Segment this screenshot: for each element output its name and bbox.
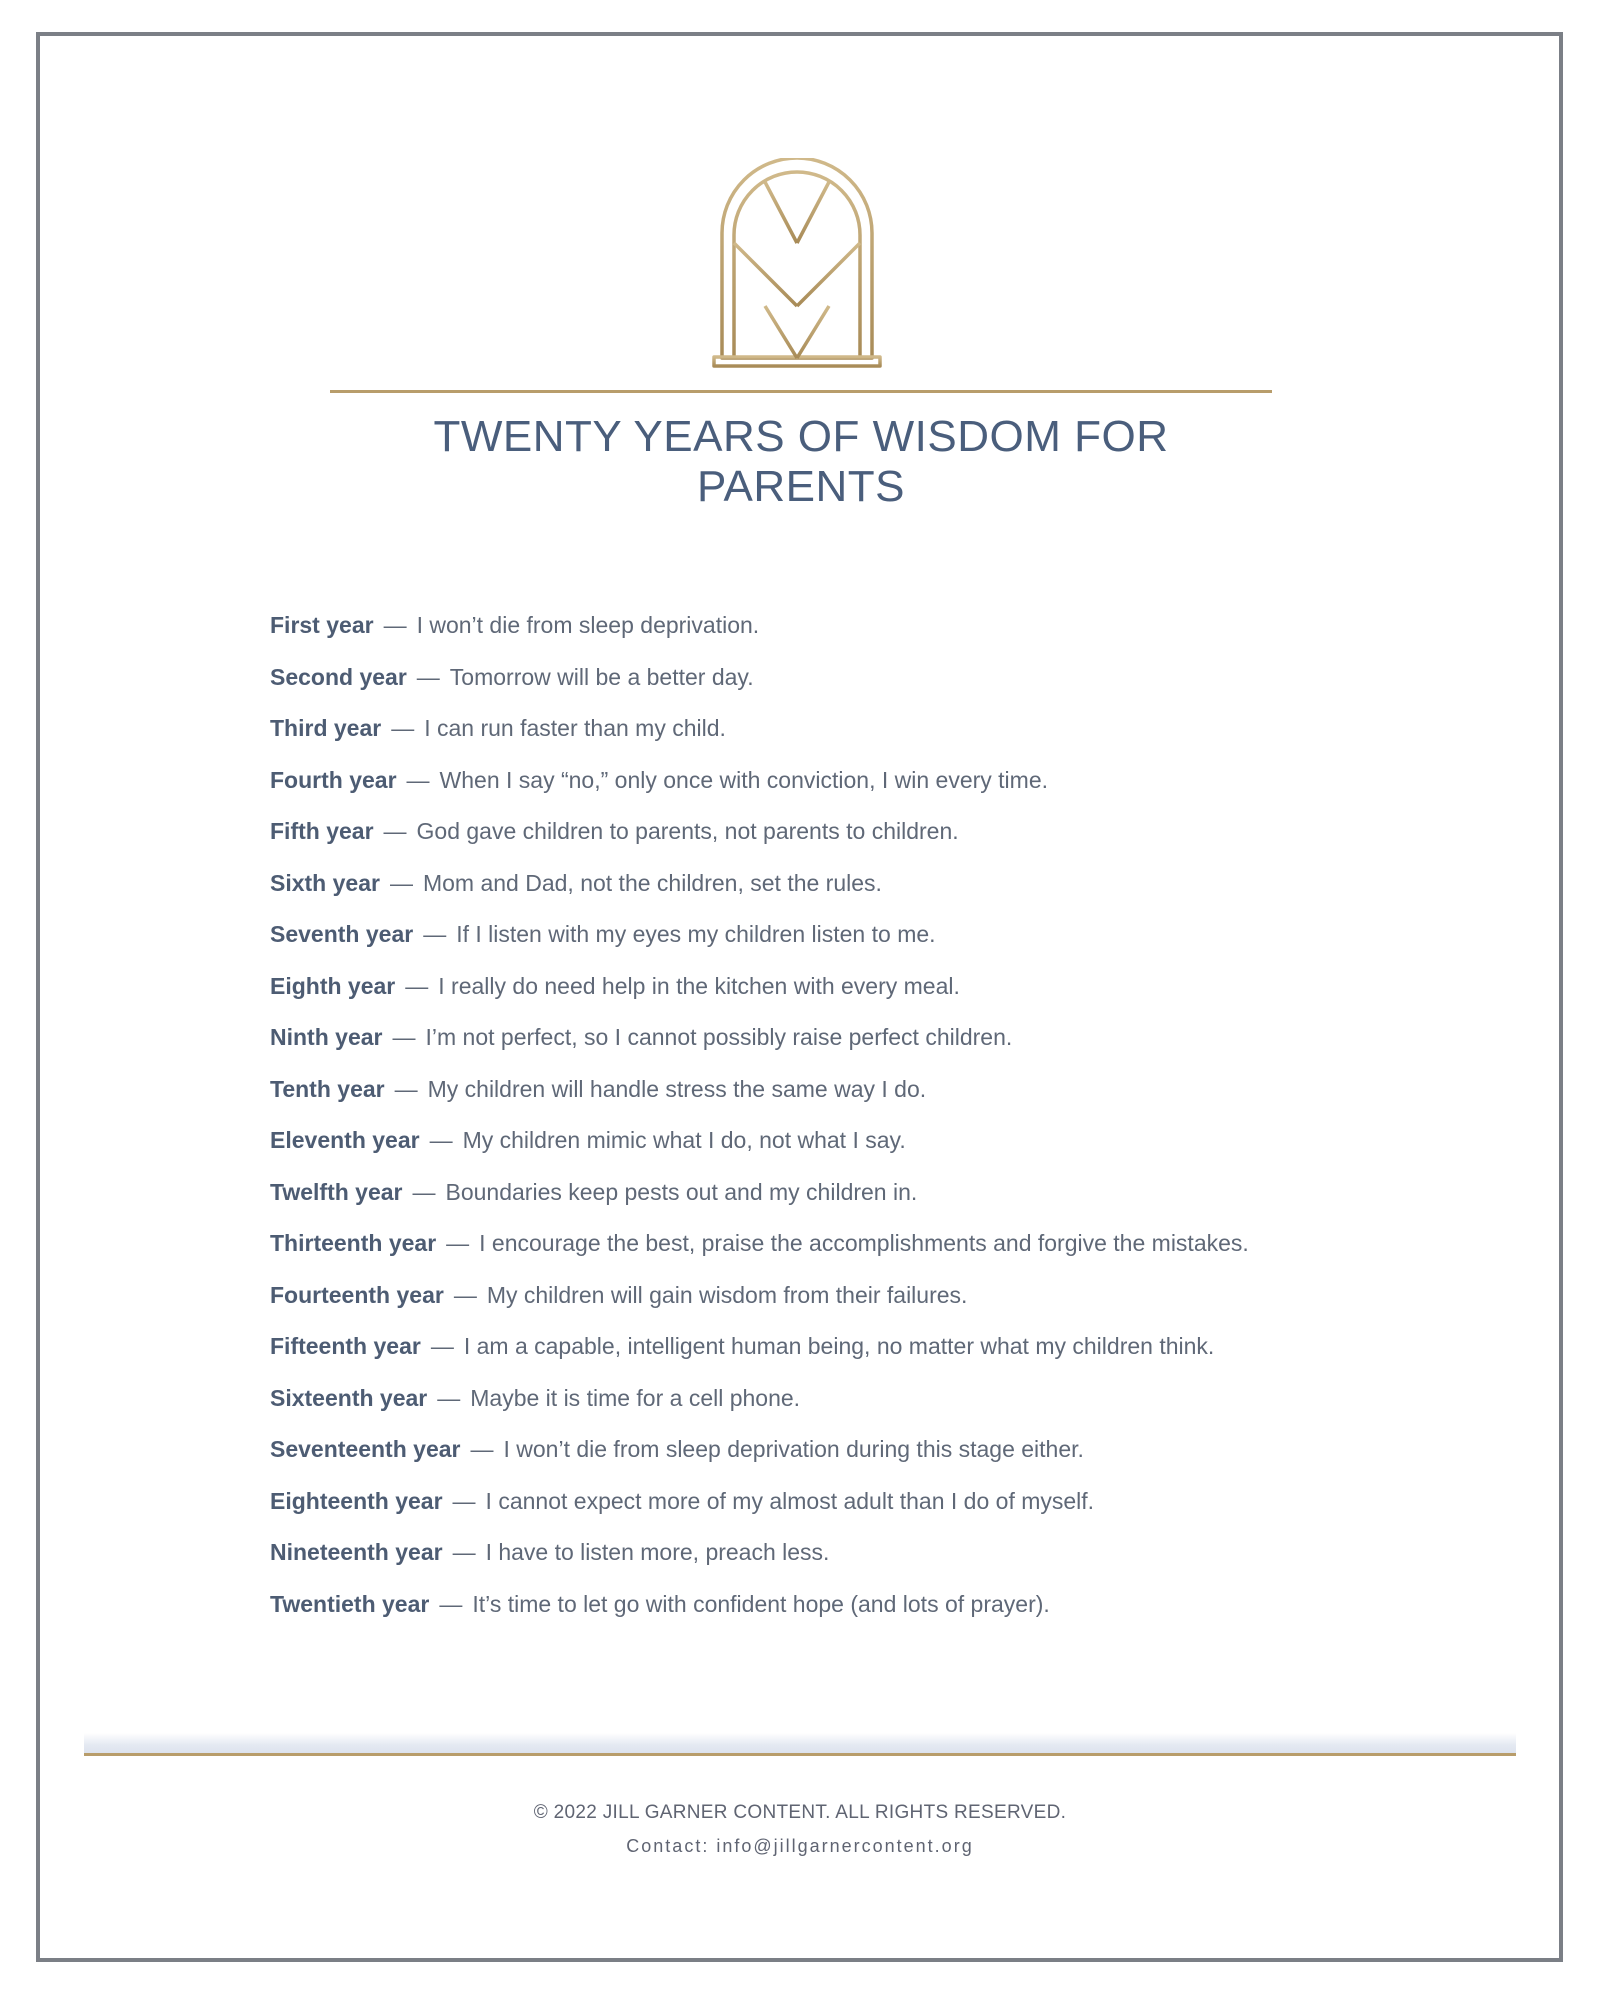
- wisdom-text: I have to listen more, preach less.: [485, 1539, 830, 1565]
- footer-divider: [84, 1753, 1516, 1756]
- em-dash: —: [416, 663, 440, 690]
- em-dash: —: [439, 1590, 463, 1617]
- title-divider: [330, 390, 1272, 393]
- year-label: Eleventh year: [270, 1127, 420, 1153]
- wisdom-text: I won’t die from sleep deprivation.: [416, 612, 760, 638]
- wisdom-text: I won’t die from sleep deprivation during this stage either.: [503, 1436, 1084, 1462]
- wisdom-text: I’m not perfect, so I cannot possibly raise perfect children.: [425, 1024, 1013, 1050]
- list-item: [270, 708, 1420, 760]
- wisdom-list: [270, 605, 1420, 1635]
- wisdom-text: Tomorrow will be a better day.: [449, 663, 754, 690]
- copyright-text: © 2022 JILL GARNER CONTENT. ALL RIGHTS RESERVED.: [533, 1802, 1067, 1823]
- list-item: [270, 1017, 1420, 1069]
- year-label: Tenth year: [270, 1075, 385, 1102]
- em-dash: —: [452, 1487, 476, 1514]
- year-label: First year: [270, 612, 374, 638]
- em-dash: —: [383, 818, 407, 844]
- wisdom-text: Boundaries keep pests out and my children in.: [445, 1178, 918, 1205]
- wisdom-text: My children will gain wisdom from their failures.: [486, 1281, 968, 1308]
- list-item: [270, 657, 1420, 709]
- em-dash: —: [423, 921, 447, 947]
- footer-band: [84, 1733, 1516, 1753]
- year-label: Thirteenth year: [270, 1230, 437, 1256]
- year-label: Twentieth year: [270, 1590, 430, 1617]
- arched-window-icon: [712, 158, 882, 370]
- list-item: [270, 966, 1420, 1018]
- list-item: [270, 760, 1420, 812]
- year-label: Fifteenth year: [270, 1333, 421, 1359]
- list-item: [270, 863, 1420, 915]
- page-title: TWENTY YEARS OF WISDOM FOR PARENTS: [433, 412, 1169, 511]
- em-dash: —: [412, 1178, 436, 1205]
- em-dash: —: [406, 766, 430, 793]
- list-item: [270, 605, 1420, 657]
- list-item: [270, 1326, 1420, 1378]
- year-label: Twelfth year: [270, 1178, 403, 1205]
- em-dash: —: [394, 1075, 418, 1102]
- list-item: [270, 1120, 1420, 1172]
- em-dash: —: [452, 1539, 476, 1565]
- em-dash: —: [391, 715, 415, 741]
- list-item: [270, 1275, 1420, 1327]
- wisdom-text: I encourage the best, praise the accomplishments and forgive the mistakes.: [479, 1230, 1249, 1256]
- em-dash: —: [453, 1281, 477, 1308]
- em-dash: —: [470, 1436, 494, 1462]
- year-label: Eighth year: [270, 972, 396, 999]
- wisdom-text: God gave children to parents, not parents to children.: [416, 818, 959, 844]
- contact-text: Contact: info@jillgarnercontent.org: [626, 1836, 974, 1856]
- year-label: Seventeenth year: [270, 1436, 461, 1462]
- list-item: [270, 914, 1420, 966]
- list-item: [270, 1378, 1420, 1430]
- year-label: Third year: [270, 715, 382, 741]
- wisdom-text: I really do need help in the kitchen with every meal.: [438, 972, 960, 999]
- wisdom-text: When I say “no,” only once with conviction, I win every time.: [439, 766, 1048, 793]
- year-label: Fifth year: [270, 818, 374, 844]
- year-label: Fourth year: [270, 766, 397, 793]
- year-label: Sixth year: [270, 869, 380, 896]
- em-dash: —: [405, 972, 429, 999]
- wisdom-text: It’s time to let go with confident hope (and lots of prayer).: [472, 1590, 1050, 1617]
- year-label: Nineteenth year: [270, 1539, 443, 1565]
- wisdom-text: I can run faster than my child.: [424, 715, 726, 741]
- wisdom-text: If I listen with my eyes my children listen to me.: [456, 921, 936, 947]
- year-label: Fourteenth year: [270, 1281, 444, 1308]
- em-dash: —: [429, 1127, 453, 1153]
- year-label: Seventh year: [270, 921, 414, 947]
- list-item: [270, 1584, 1420, 1636]
- list-item: [270, 1532, 1420, 1584]
- year-label: Ninth year: [270, 1024, 383, 1050]
- year-label: Sixteenth year: [270, 1384, 428, 1411]
- wisdom-text: I cannot expect more of my almost adult than I do of myself.: [485, 1487, 1095, 1514]
- year-label: Eighteenth year: [270, 1487, 443, 1514]
- wisdom-text: I am a capable, intelligent human being, no matter what my children think.: [463, 1333, 1215, 1359]
- em-dash: —: [430, 1333, 454, 1359]
- list-item: [270, 1481, 1420, 1533]
- em-dash: —: [437, 1384, 461, 1411]
- wisdom-text: Maybe it is time for a cell phone.: [470, 1384, 801, 1411]
- em-dash: —: [389, 869, 413, 896]
- wisdom-text: My children will handle stress the same way I do.: [427, 1075, 927, 1102]
- wisdom-text: My children mimic what I do, not what I say.: [462, 1127, 906, 1153]
- em-dash: —: [446, 1230, 470, 1256]
- year-label: Second year: [270, 663, 407, 690]
- em-dash: —: [392, 1024, 416, 1050]
- list-item: [270, 1429, 1420, 1481]
- list-item: [270, 1223, 1420, 1275]
- wisdom-text: Mom and Dad, not the children, set the rules.: [422, 869, 882, 896]
- list-item: [270, 1069, 1420, 1121]
- list-item: [270, 1172, 1420, 1224]
- em-dash: —: [383, 612, 407, 638]
- list-item: [270, 811, 1420, 863]
